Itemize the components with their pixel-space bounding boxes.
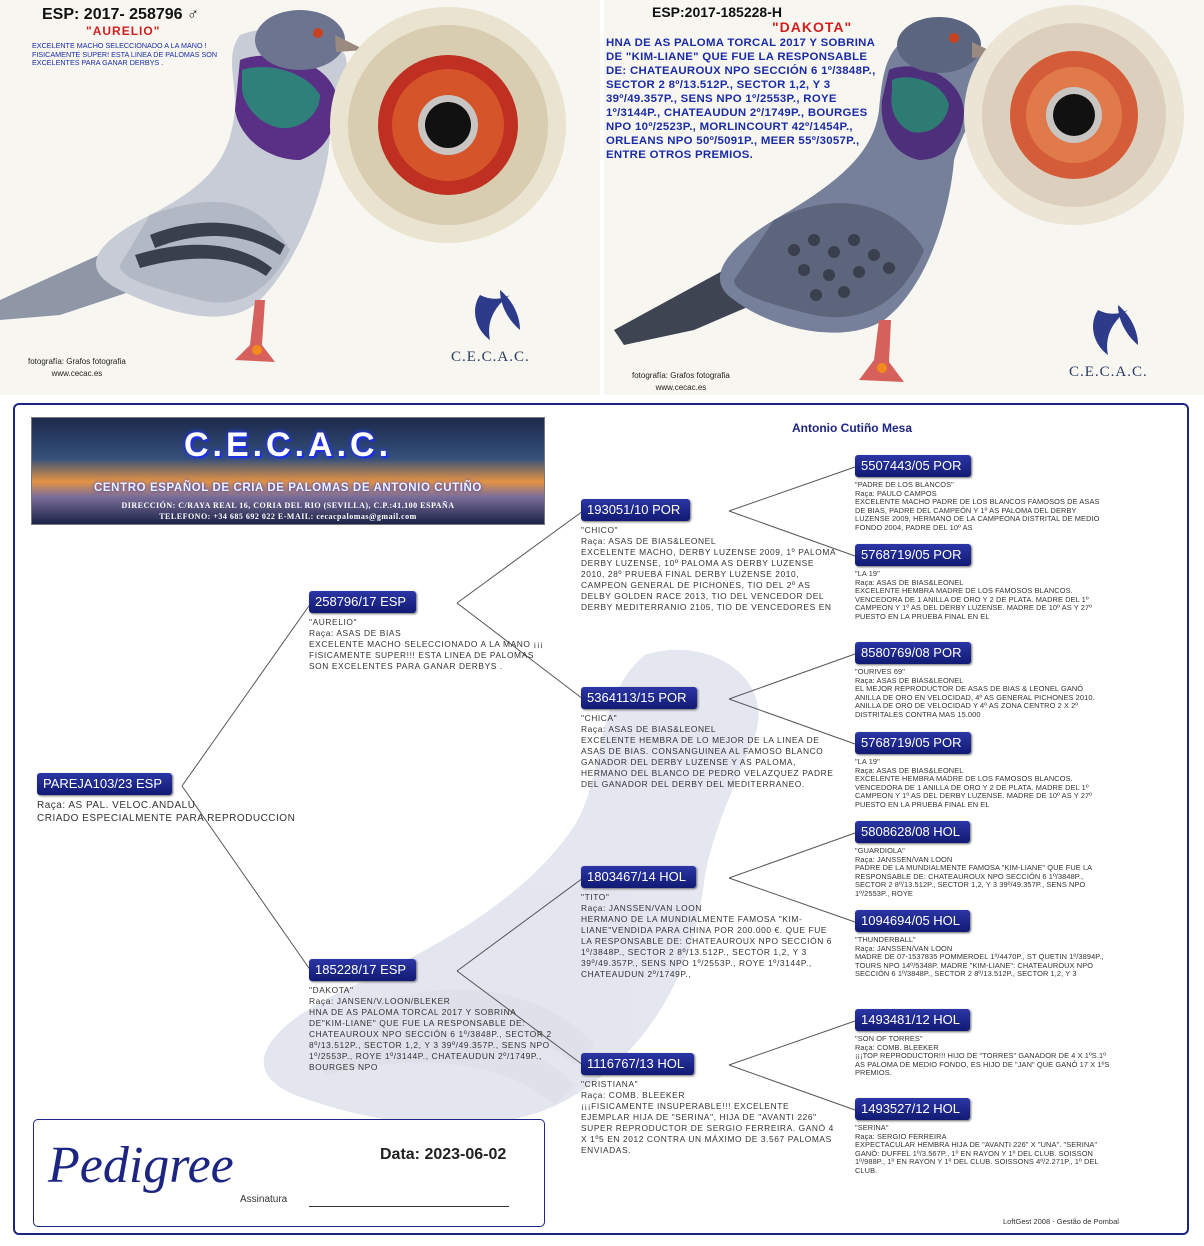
node-name: "DAKOTA": [309, 985, 354, 995]
node-notes: MADRE DE 07-1537835 POMMEROEL 1º/4470P., ST QUETIN 1º/3894P., TOURS NPO 14º/5348P. MADRE "KIM-LIANE": CHATEAUROUX NPO SECCIÓN 6 1º/3848P., SECTOR 2 8º/13.512P., SECTOR 1,2, Y 3: [855, 952, 1104, 979]
node-name: "OURIVES 69": [855, 667, 905, 676]
node-notes: ¡¡¡FISICAMENTE INSUPERABLE!!! EXCELENTE EJEMPLAR HIJA DE "SERINA", HIJA DE "AVANTI 226" SUPER REPRODUCTOR DE SERGIO FERREIRA. GANÓ 4 X 1º5 EN 2012 CONTRA UN MÁXIMO DE 3.567 PALOMAS ENVIADAS.: [581, 1101, 834, 1155]
node-race: Raça: ASAS DE BIAS: [309, 628, 402, 638]
photo-card-aurelio: [0, 0, 600, 395]
pedigree-node-sire-sire: [581, 499, 839, 613]
banner-logo: C.E.C.A.C.: [183, 426, 393, 464]
photo-credit-text: fotografía: Grafos fotografia: [28, 357, 126, 366]
photo-credit-url: www.cecac.es: [655, 383, 707, 392]
pedigree-node-sss: [855, 455, 1110, 533]
ring-number-tag[interactable]: 5808628/08 HOL: [855, 821, 970, 843]
node-name: "TITO": [581, 892, 610, 902]
pedigree-sheet: [13, 403, 1189, 1235]
software-credit: LoftGest 2008 - Gestão de Pombal: [1003, 1217, 1119, 1226]
node-race: Raça: JANSEN/V.LOON/BLEKER: [309, 996, 451, 1006]
node-notes: EL MEJOR REPRODUCTOR DE ASAS DE BIAS & LEONEL GANÓ ANILLA DE ORO EN VELOCIDAD, 4º AS GENERAL PICHONES 2010. ANILLA DE ORO DE VELOCIDAD Y 4º AS ZONA CENTRO 2 X 2º DISTRITALES CONTRA MAS 15.000: [855, 684, 1095, 719]
photo-credit: [28, 356, 126, 380]
banner-center-name: CENTRO ESPAÑOL DE CRIA DE PALOMAS DE ANTONIO CUTIÑO: [94, 482, 482, 494]
node-notes: EXCELENTE MACHO SELECCIONADO A LA MANO ¡¡¡ FISICAMENTE SUPER!!! ESTA LINEA DE PALOMAS SON EXCELENTES PARA GANAR DERBYS .: [309, 639, 544, 671]
signature-line[interactable]: [309, 1206, 509, 1207]
pedigree-node-sdd: [855, 732, 1110, 810]
owner-name: Antonio Cutiño Mesa: [792, 421, 912, 435]
node-notes: PADRE DE LA MUNDIALMENTE FAMOSA "KIM-LIANE" QUE FUE LA RESPONSABLE DE: CHATEAUROUX NPO SECCIÓN 6 1º/3848P., SECTOR 2 8º/13.512P., SECTOR 1,2, Y 3 39º/49.357P., SENS NPO 1º/2553P., ROYE: [855, 863, 1092, 898]
node-race: Raça: SERGIO FERREIRA: [855, 1131, 947, 1141]
node-notes: ¡¡¡TOP REPRODUCTOR!!! HIJO DE "TORRES" GANADOR DE 4 X 1ºS.1º AS PALOMA DE MEDIO FONDO, ES HIJO DE "JAN" QUE GANÓ 17 X 1ºS PREMIOS.: [855, 1051, 1110, 1078]
node-name: "LA 19": [855, 757, 880, 766]
node-notes: HNA DE AS PALOMA TORCAL 2017 Y SOBRINA DE"KIM-LIANE" QUE FUE LA RESPONSABLE DE: CHATEAUROUX NPO SECCIÓN 6 1º/3848P., SECTOR 2 8º/13.512P., SECTOR 1,2, Y 3 39º/49.357P., SENS NPO 1º/2553P., ROYE 1º/3144P., CHATEAUDUN 2º/1749P., BOURGES NPO: [309, 1007, 552, 1072]
node-name: "PADRE DE LOS BLANCOS": [855, 480, 954, 489]
node-name: "CHICO": [581, 525, 619, 535]
node-race: Raça: JANSSEN/VAN LOON: [855, 854, 953, 864]
pedigree-node-dam-dam: [581, 1053, 839, 1156]
pedigree-node-sire: [309, 591, 553, 672]
node-name: "LA 19": [855, 569, 880, 578]
pedigree-node-dss: [855, 821, 1110, 899]
pigeon-description: HNA DE AS PALOMA TORCAL 2017 Y SOBRINA DE "KIM-LIANE" QUE FUE LA RESPONSABLE DE: CHATEAUROUX NPO SECCIÓN 6 1º/3848P., SECTOR 2 8º/13.512P., SECTOR 1,2, Y 3 39º/49.357P., SENS NPO 1º/2553P., ROYE 1º/3144P., CHATEAUDUN 2º/1749P., BOURGES NPO 10º/2523P., MORLINCOURT 42º/1454P., ORLEANS NPO 50º/5091P., MEER 55º/3057P., ENTRE OTROS PREMIOS.: [606, 37, 876, 161]
pedigree-date: Data: 2023-06-02: [380, 1146, 507, 1163]
photo-credit: [632, 370, 730, 394]
node-race: Raça: JANSSEN/VAN LOON: [855, 943, 953, 953]
pedigree-title: Pedigree: [48, 1137, 234, 1194]
node-notes: EXCELENTE MACHO, DERBY LUZENSE 2009, 1º PALOMA DERBY LUZENSE, 10º PALOMA AS DERBY LUZENSE 2010, 28º PRUEBA FINAL DERBY LUZENSE 2010, CAMPEON GENERAL DE PICHONES, TIO DEL 2º AS DELBY GOLDEN RACE 2013, TIO DEL VENCEDOR DEL DERBY MEDITERRANIO 2105, TIO DE VENCEDORES EN: [581, 547, 836, 612]
node-notes: EXCELENTE MACHO PADRE DE LOS BLANCOS FAMOSOS DE ASAS DE BIAS, PADRE DEL CAMPEÓN Y 1º AS PALOMA DEL DERBY LUZENSE 2009, HERMANO DE LA CAMPEONA DISTRITAL DE MEDIO FONDO 2004, PADRE DEL 10º AS: [855, 497, 1100, 532]
node-notes: EXCELENTE HEMBRA MADRE DE LOS FAMOSOS BLANCOS. VENCEDORA DE 1 ANILLA DE ORO Y 2 DE PLATA. MADRE DEL 1º CAMPEON Y 1º AS DEL DERBY LUZENSE. MADRE DE 10º AS Y 27º PUESTO EN LA PRUEBA FINAL EN EL: [855, 774, 1093, 809]
ring-number-tag[interactable]: PAREJA103/23 ESP: [37, 773, 172, 795]
pigeon-name: "AURELIO": [86, 24, 161, 38]
pigeon-description: EXCELENTE MACHO SELECCIONADO A LA MANO ! FISICAMENTE SUPER! ESTA LINEA DE PALOMAS SON EXCELENTES PARA GANAR DERBYS .: [32, 41, 218, 68]
ring-number-tag[interactable]: 1493527/12 HOL: [855, 1098, 970, 1120]
brand-name: C.E.C.A.C.: [1069, 364, 1148, 380]
ring-number-tag[interactable]: 1094694/05 HOL: [855, 910, 970, 932]
pedigree-node-sds: [855, 642, 1110, 720]
node-race: Raça: ASAS DE BIAS&LEONEL: [855, 765, 964, 775]
pedigree-node-ddd: [855, 1098, 1110, 1176]
node-name: "THUNDERBALL": [855, 935, 916, 944]
node-race: Raça: COMB. BLEEKER: [855, 1042, 939, 1052]
pigeon-name: "DAKOTA": [772, 19, 853, 35]
ring-number-tag[interactable]: 185228/17 ESP: [309, 959, 416, 981]
pedigree-footer: [33, 1119, 545, 1227]
photo-credit-url: www.cecac.es: [51, 369, 103, 378]
ring-number-tag[interactable]: 5768719/05 POR: [855, 544, 971, 566]
pedigree-node-sire-dam: [581, 687, 839, 790]
breeder-banner: [31, 417, 545, 525]
signature-label: Assinatura: [240, 1194, 288, 1205]
node-race: Raça: AS PAL. VELOC.ANDALU: [37, 800, 196, 811]
ring-number-tag[interactable]: 8580769/08 POR: [855, 642, 971, 664]
node-race: Raça: ASAS DE BIAS&LEONEL: [581, 724, 717, 734]
node-notes: EXCELENTE HEMBRA DE LO MEJOR DE LA LINEA DE ASAS DE BIAS. CONSANGUINEA AL FAMOSO BLANCO GANADOR DEL DERBY LUZENSE Y AS PALOMA, HERMANO DEL BLANCO DE PEDRO VELAZQUEZ PADRE DEL GANADOR DEL DERBY DEL MEDITERRANEO.: [581, 735, 834, 789]
pedigree-node-dsd: [855, 910, 1110, 979]
pedigree-node-dam: [309, 959, 553, 1073]
node-name: "SERINA": [855, 1123, 889, 1132]
ring-number-tag[interactable]: 1803467/14 HOL: [581, 866, 696, 888]
node-name: "SON OF TORRES": [855, 1034, 923, 1043]
node-notes: EXCELENTE HEMBRA MADRE DE LOS FAMOSOS BLANCOS. VENCEDORA DE 1 ANILLA DE ORO Y 2 DE PLATA. MADRE DEL 1º CAMPEON Y 1º AS DEL DERBY LUZENSE. MADRE DE 10º AS Y 27º PUESTO EN LA PRUEBA FINAL EN EL: [855, 586, 1093, 621]
banner-address: DIRECCIÓN: C/RAYA REAL 16, CORIA DEL RIO (SEVILLA), C.P.:41.100 ESPAÑA: [121, 501, 455, 510]
ring-number-tag[interactable]: 193051/10 POR: [581, 499, 690, 521]
ring-number-tag[interactable]: 5768719/05 POR: [855, 732, 971, 754]
node-notes: CRIADO ESPECIALMENTE PARA REPRODUCCION: [37, 813, 296, 824]
node-race: Raça: ASAS DE BIAS&LEONEL: [855, 675, 964, 685]
node-race: Raça: ASAS DE BIAS&LEONEL: [855, 577, 964, 587]
pedigree-node-pair: [37, 773, 327, 825]
node-name: "CRISTIANA": [581, 1079, 639, 1089]
node-name: "CHICA": [581, 713, 618, 723]
node-name: "AURELIO": [309, 617, 358, 627]
ring-number-tag[interactable]: 258796/17 ESP: [309, 591, 416, 613]
photo-credit-text: fotografía: Grafos fotografia: [632, 371, 730, 380]
pedigree-node-ssd: [855, 544, 1110, 622]
node-race: Raça: JANSSEN/VAN LOON: [581, 903, 703, 913]
pigeon-ring-id: ESP: 2017- 258796 ♂: [42, 6, 199, 23]
brand-name: C.E.C.A.C.: [451, 349, 530, 365]
node-race: Raça: ASAS DE BIAS&LEONEL: [581, 536, 717, 546]
node-race: Raça: PAULO CAMPOS: [855, 488, 937, 498]
pedigree-node-dds: [855, 1009, 1110, 1078]
ring-number-tag[interactable]: 5364113/15 POR: [581, 687, 697, 709]
node-name: "GUARDIOLA": [855, 846, 905, 855]
node-race: Raça: COMB. BLEEKER: [581, 1090, 686, 1100]
ring-number-tag[interactable]: 5507443/05 POR: [855, 455, 971, 477]
ring-number-tag[interactable]: 1493481/12 HOL: [855, 1009, 970, 1031]
pedigree-node-dam-sire: [581, 866, 839, 980]
banner-contact: TELEFONO: +34 685 692 022 E-MAIL: cecacpalomas@gmail.com: [159, 512, 417, 521]
node-notes: EXPECTACULAR HEMBRA HIJA DE "AVANTI 226" X "UNA". "SERINA" GANÓ: DUFFEL 1º/3.567P., 1º EN RAYON Y 1º DEL CLUB. SOISSON 1º/988P., 1º EN RAYON Y 1º DEL CLUB. SOISSONS 4º/2.271P., 1º DEL CLUB.: [855, 1140, 1099, 1175]
pigeon-ring-id: ESP:2017-185228-H: [652, 4, 782, 20]
photo-card-dakota: [604, 0, 1204, 395]
node-notes: HERMANO DE LA MUNDIALMENTE FAMOSA "KIM-LIANE"VENDIDA PARA CHINA POR 200.000 €. QUE FUE LA RESPONSABLE DE: CHATEAUROUX NPO SECCIÓN 6 1º/3848P., SECTOR 2 8º/13.512P., SECTOR 1,2, Y 3 39º/49.357P., SENS NPO 1º/2553P., ROYE 1º/3144P., CHATEAUDUN 2º/1749P.,: [581, 914, 833, 979]
ring-number-tag[interactable]: 1116767/13 HOL: [581, 1053, 694, 1075]
